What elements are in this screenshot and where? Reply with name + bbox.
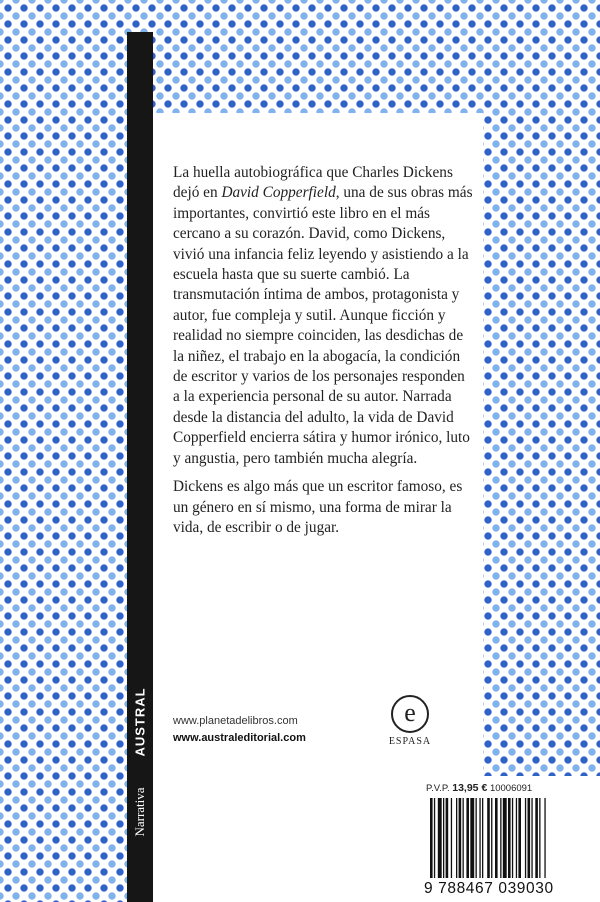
synopsis [173,163,473,546]
publisher-name: ESPASA [388,736,432,747]
price-line: P.V.P. 13,95 € 10006091 [426,782,533,794]
book-title: David Copperfield [221,184,336,202]
synopsis-paragraph-1: La huella autobiográfica que Charles Dickens dejó en David Copperfield, una de sus obras más importantes, convirtió este libro en el más cercano a su corazón. David, como Dickens, vivió una infancia feliz leyendo y asistiendo a la escuela hasta que su suerte cambió. La transmutación íntima de ambos, protagonista y autor, fue compleja y sutil. Aunque ficción y realidad no siempre coinciden, las desdichas de la niñez, el trabajo en la abogacía, la condición de escritor y varios de los personajes responden a la experiencia personal de su autor. Narrada desde la distancia del adulto, la vida de David Copperfield encierra sátira y humor irónico, luto y angustia, pero también mucha alegría. [173,164,473,467]
isbn-number: 9 788467 039030 [424,880,554,897]
barcode-label [418,776,600,902]
price-value: 13,95 € [452,782,488,794]
barcode-icon [428,798,593,878]
publisher-logo [385,695,435,747]
espasa-logo-icon: e [391,695,429,733]
publisher-links [173,713,306,747]
link-planetadelibros[interactable]: www.planetadelibros.com [173,715,298,727]
spine-strip [127,32,153,902]
spine-brand: AUSTRAL [132,687,148,757]
product-code: 10006091 [489,783,533,794]
spine-collection: Narrativa [132,787,147,837]
link-australeditorial[interactable]: www.australeditorial.com [173,732,306,744]
synopsis-paragraph-2: Dickens es algo más que un escritor famoso, es un género en sí mismo, una forma de mirar la vida, de escribir o de jugar. [173,478,463,536]
